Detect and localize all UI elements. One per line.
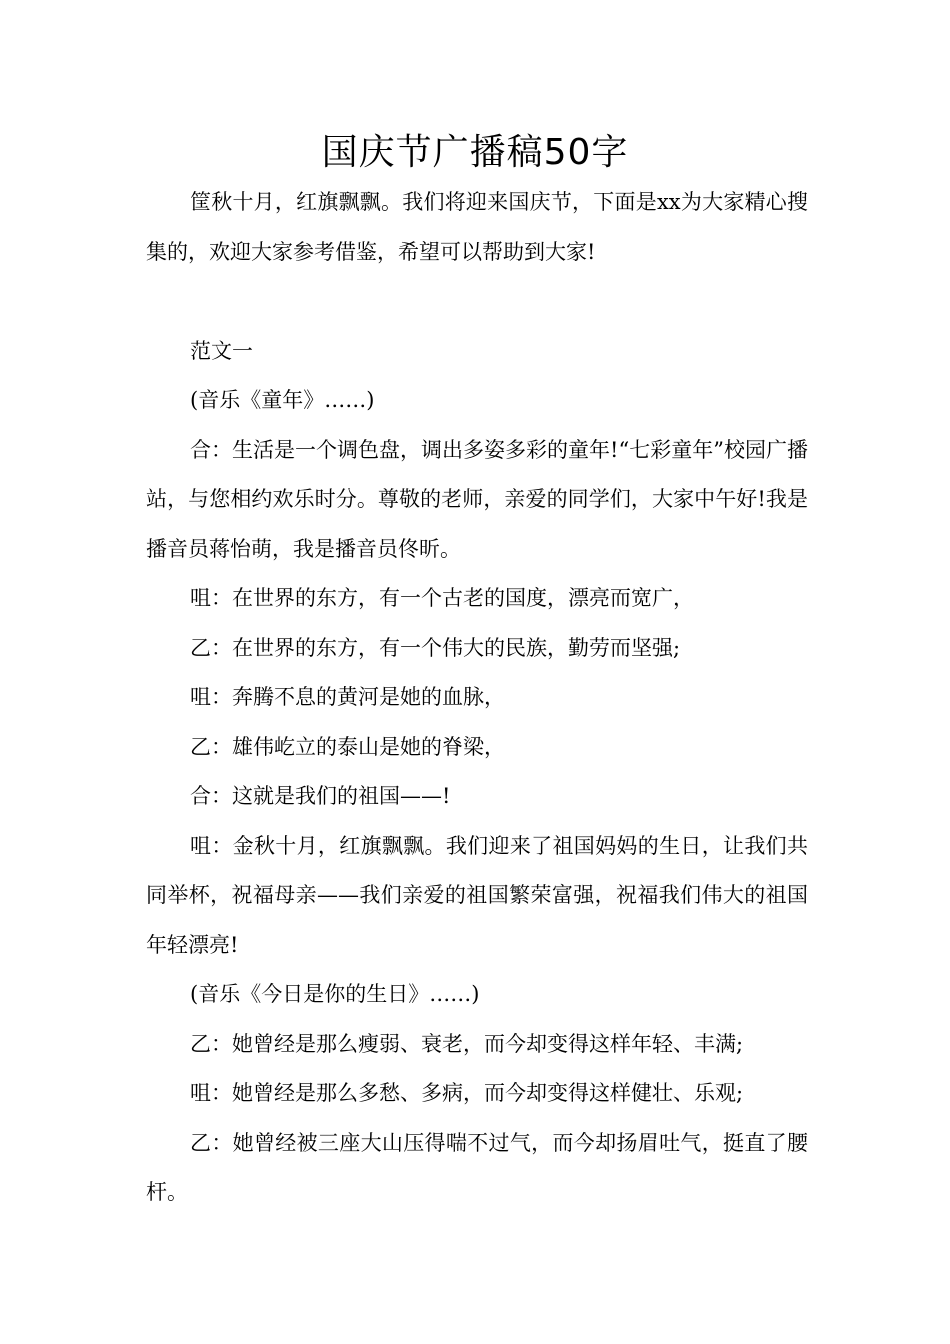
paragraph: 咀：奔腾不息的黄河是她的血脉， [190, 685, 505, 709]
document-title: 国庆节广播稿50字 [321, 132, 629, 173]
intro-paragraph: 筐秋十月，红旗飘飘。我们将迎来国庆节，下面是xx为大家精心搜集的，欢迎大家参考借鉴，希望可以帮助到大家! [146, 190, 808, 264]
section-heading: 范文一 [190, 338, 253, 363]
paragraph: 乙：她曾经是那么瘦弱、衰老，而今却变得这样年轻、丰满; [190, 1031, 744, 1056]
blank-line [146, 277, 808, 327]
paragraph: 咀：金秋十月，红旗飘飘。我们迎来了祖国妈妈的生日，让我们共同举杯，祝福母亲——我们亲爱的祖国繁荣富强，祝福我们伟大的祖国年轻漂亮! [146, 833, 808, 957]
paragraph: 乙：雄伟屹立的泰山是她的脊梁， [190, 734, 505, 759]
document-body [146, 178, 808, 1218]
paragraph: 乙：在世界的东方，有一个伟大的民族，勤劳而坚强; [190, 635, 681, 660]
paragraph: 咀：在世界的东方，有一个古老的国度，漂亮而宽广， [190, 586, 694, 610]
paragraph: (音乐《童年》……) [190, 388, 375, 412]
paragraph: 合：生活是一个调色盘，调出多姿多彩的童年!“七彩童年”校园广播站，与您相约欢乐时分。尊敬的老师，亲爱的同学们，大家中午好!我是播音员蒋怡萌，我是播音员佟昕。 [146, 437, 808, 561]
paragraph: 乙：她曾经被三座大山压得喘不过气，而今却扬眉吐气，挺直了腰杆。 [146, 1130, 808, 1204]
paragraph: (音乐《今日是你的生日》……) [190, 982, 480, 1006]
paragraph: 咀：她曾经是那么多愁、多病，而今却变得这样健壮、乐观; [190, 1081, 744, 1105]
paragraph: 合：这就是我们的祖国——! [190, 784, 451, 808]
